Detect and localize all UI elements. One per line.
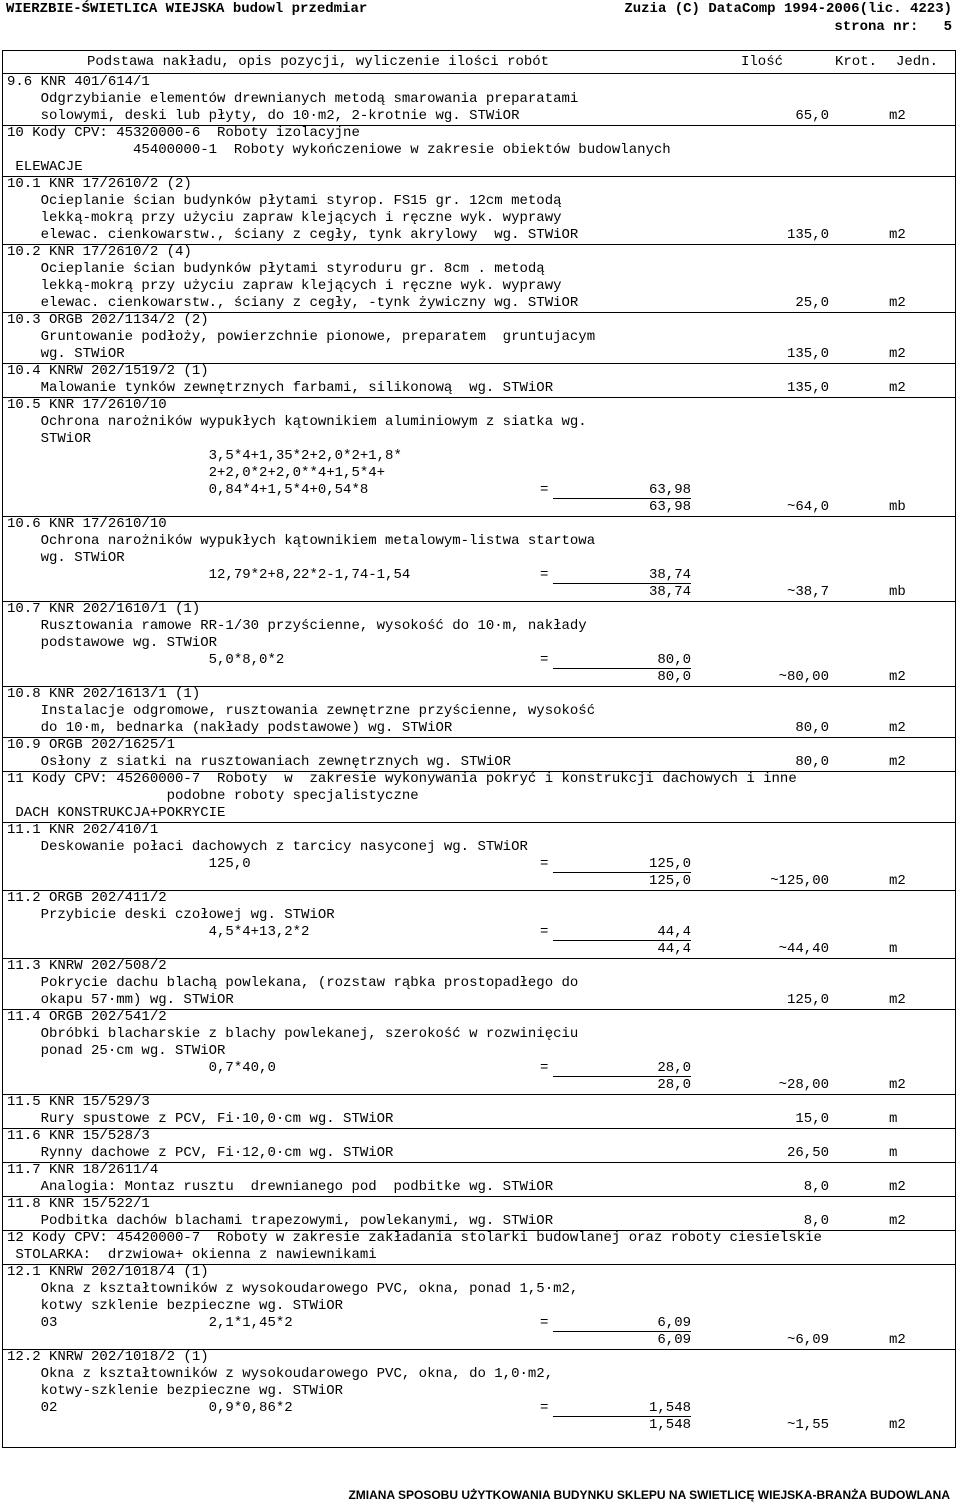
row-text: 11.7 KNR 18/2611/4	[7, 1162, 159, 1178]
row-text: 10.5 KNR 17/2610/10	[7, 397, 167, 413]
table-row	[3, 890, 955, 907]
quantity-value: ~44,40	[778, 941, 829, 957]
row-text: Rury spustowe z PCV, Fi·10,0·cm wg. STWiOR	[7, 1111, 394, 1127]
subtotal-value: 28,0	[657, 1077, 691, 1093]
table-row	[3, 159, 955, 177]
row-text: Przybicie deski czołowej wg. STWiOR	[7, 907, 335, 923]
table-row	[3, 1179, 955, 1197]
table-row	[3, 329, 955, 346]
table-row	[3, 1332, 955, 1350]
row-text: 11 Kody CPV: 45260000-7 Roboty w zakresie wykonywania pokryć i konstrukcji dachowych i inne	[7, 771, 797, 787]
subtotal-value: 125,0	[648, 873, 691, 889]
row-text: Malowanie tynków zewnętrznych farbami, silikonową wg. STWiOR	[7, 380, 554, 396]
row-text: Ocieplanie ścian budynków płytami styroduru gr. 8cm . metodą	[7, 261, 545, 277]
row-text: solowymi, deski lub płyty, do 10·m2, 2-krotnie wg. STWiOR	[7, 108, 520, 124]
table-row	[3, 1400, 955, 1417]
row-text: 12,79*2+8,22*2-1,74-1,54	[7, 567, 411, 583]
table-row	[3, 261, 955, 278]
row-text: Deskowanie połaci dachowych z tarcicy nasyconej wg. STWiOR	[7, 839, 528, 855]
program-info: Zuzia (C) DataComp 1994-2006(lic. 4223)	[624, 1, 952, 17]
table-row	[3, 1026, 955, 1043]
page-footer: ZMIANA SPOSOBU UŻYTKOWANIA BUDYNKU SKLEPU NA SWIETLICĘ WIEJSKA-BRANŻA BUDOWLANA	[348, 1488, 950, 1502]
row-text: Rusztowania ramowe RR-1/30 przyścienne, wysokość do 10·m, nakłady	[7, 618, 587, 634]
row-text: STWiOR	[7, 431, 92, 447]
table-row	[3, 567, 955, 584]
table-row	[3, 822, 955, 839]
subtotal-value: 63,98	[648, 482, 691, 498]
row-text: 9.6 KNR 401/614/1	[7, 74, 150, 90]
table-row	[3, 1009, 955, 1026]
table-body	[3, 74, 955, 1447]
table-row	[3, 907, 955, 924]
equals-sign: =	[540, 1315, 549, 1331]
table-row	[3, 839, 955, 856]
subtotal-value: 44,4	[657, 941, 691, 957]
table-row	[3, 244, 955, 261]
row-text: lekką-mokrą przy użyciu zapraw klejących i ręczne wyk. wyprawy	[7, 210, 562, 226]
page-header	[0, 0, 960, 44]
row-text: kotwy-szklenie bezpieczne wg. STWiOR	[7, 1383, 344, 1399]
table-row	[3, 108, 955, 126]
table-row	[3, 805, 955, 823]
table-row	[3, 1264, 955, 1281]
row-text: podobne roboty specjalistyczne	[7, 788, 419, 804]
row-text: ponad 25·cm wg. STWiOR	[7, 1043, 226, 1059]
row-text: podstawowe wg. STWiOR	[7, 635, 218, 651]
row-text: 10.6 KNR 17/2610/10	[7, 516, 167, 532]
table-row	[3, 142, 955, 159]
unit-value: mb	[889, 584, 906, 600]
row-text: 45400000-1 Roboty wykończeniowe w zakresie obiektów budowlanych	[7, 142, 671, 158]
table-row	[3, 176, 955, 193]
table-header	[3, 51, 955, 74]
row-text: elewac. cienkowarstw., ściany z cegły, tynk akrylowy wg. STWiOR	[7, 227, 579, 243]
row-text: lekką-mokrą przy użyciu zapraw klejących i ręczne wyk. wyprawy	[7, 278, 562, 294]
table-row	[3, 1247, 955, 1265]
table-row	[3, 431, 955, 448]
row-text: elewac. cienkowarstw., ściany z cegły, -tynk żywiczny wg. STWiOR	[7, 295, 579, 311]
row-text: wg. STWiOR	[7, 346, 125, 362]
unit-value: m	[889, 941, 898, 957]
equals-sign: =	[540, 924, 549, 940]
row-text: Gruntowanie podłoży, powierzchnie pionowe, preparatem gruntujacym	[7, 329, 596, 345]
unit-value: m2	[889, 1213, 906, 1229]
equals-sign: =	[540, 1060, 549, 1076]
row-text: 0,7*40,0	[7, 1060, 276, 1076]
page-number: strona nr: 5	[834, 19, 952, 35]
quantity-value: 80,0	[795, 754, 829, 770]
row-text: 10.3 ORGB 202/1134/2 (2)	[7, 312, 209, 328]
row-text: 12.2 KNRW 202/1018/2 (1)	[7, 1349, 209, 1365]
quantity-value: 26,50	[786, 1145, 829, 1161]
row-text: Pokrycie dachu blachą powlekana, (rozstaw rąbka prostopadłego do	[7, 975, 579, 991]
table-row	[3, 533, 955, 550]
table-row	[3, 669, 955, 687]
column-quantity: Ilość	[741, 54, 784, 70]
quantity-value: 8,0	[803, 1179, 829, 1195]
subtotal-value: 1,548	[648, 1417, 691, 1433]
table-row	[3, 295, 955, 313]
row-text: Obróbki blacharskie z blachy powlekanej, szerokość w rozwinięciu	[7, 1026, 579, 1042]
quantity-value: ~1,55	[786, 1417, 829, 1433]
table-row	[3, 465, 955, 482]
subtotal-value: 38,74	[648, 567, 691, 583]
row-text: 03 2,1*1,45*2	[7, 1315, 293, 1331]
row-text: 11.6 KNR 15/528/3	[7, 1128, 150, 1144]
table-row	[3, 499, 955, 517]
quantity-value: 25,0	[795, 295, 829, 311]
table-row	[3, 975, 955, 992]
row-text: 11.2 ORGB 202/411/2	[7, 890, 167, 906]
table-row	[3, 227, 955, 245]
table-row	[3, 992, 955, 1010]
table-row	[3, 584, 955, 602]
unit-value: m2	[889, 669, 906, 685]
row-text: Osłony z siatki na rusztowaniach zewnętrznych wg. STWiOR	[7, 754, 512, 770]
unit-value: m2	[889, 1332, 906, 1348]
quantity-value: 125,0	[786, 992, 829, 1008]
subtotal-value: 6,09	[657, 1332, 691, 1348]
row-text: 125,0	[7, 856, 251, 872]
row-text: 3,5*4+1,35*2+2,0*2+1,8*	[7, 448, 402, 464]
quantity-value: 80,0	[795, 720, 829, 736]
row-text: 10.1 KNR 17/2610/2 (2)	[7, 176, 192, 192]
row-text: 0,84*4+1,5*4+0,54*8	[7, 482, 369, 498]
table-row	[3, 414, 955, 431]
row-text: Podbitka dachów blachami trapezowymi, powlekanymi, wg. STWiOR	[7, 1213, 554, 1229]
row-text: Ocieplanie ścian budynków płytami styrop. FS15 gr. 12cm metodą	[7, 193, 562, 209]
row-text: do 10·m, bednarka (nakłady podstawowe) wg. STWiOR	[7, 720, 453, 736]
quantity-value: 65,0	[795, 108, 829, 124]
row-text: Instalacje odgromowe, rusztowania zewnętrzne przyścienne, wysokość	[7, 703, 596, 719]
table-row	[3, 1417, 955, 1434]
subtotal-value: 63,98	[648, 499, 691, 515]
table-row	[3, 1213, 955, 1231]
unit-value: m2	[889, 380, 906, 396]
table-row	[3, 601, 955, 618]
table-row	[3, 1111, 955, 1129]
unit-value: m2	[889, 295, 906, 311]
row-text: okapu 57·mm) wg. STWiOR	[7, 992, 234, 1008]
equals-sign: =	[540, 652, 549, 668]
unit-value: m2	[889, 720, 906, 736]
row-text: 11.8 KNR 15/522/1	[7, 1196, 150, 1212]
table-row	[3, 1128, 955, 1145]
table-row	[3, 448, 955, 465]
table-row	[3, 924, 955, 941]
subtotal-value: 28,0	[657, 1060, 691, 1076]
row-text: 10.7 KNR 202/1610/1 (1)	[7, 601, 201, 617]
row-text: 02 0,9*0,86*2	[7, 1400, 293, 1416]
table-row	[3, 346, 955, 364]
subtotal-value: 80,0	[657, 669, 691, 685]
row-text: 5,0*8,0*2	[7, 652, 285, 668]
row-text: Rynny dachowe z PCV, Fi·12,0·cm wg. STWiOR	[7, 1145, 394, 1161]
table-row	[3, 1230, 955, 1247]
column-krot: Krot.	[835, 54, 878, 70]
table-row	[3, 380, 955, 398]
equals-sign: =	[540, 856, 549, 872]
unit-value: mb	[889, 499, 906, 515]
table-row	[3, 618, 955, 635]
unit-value: m2	[889, 346, 906, 362]
row-text: 10.8 KNR 202/1613/1 (1)	[7, 686, 201, 702]
unit-value: m2	[889, 1417, 906, 1433]
column-description: Podstawa nakładu, opis pozycji, wyliczenie ilości robót	[87, 54, 550, 70]
equals-sign: =	[540, 1400, 549, 1416]
table-row	[3, 210, 955, 227]
table-row	[3, 958, 955, 975]
table-row	[3, 635, 955, 652]
row-text: 10.9 ORGB 202/1625/1	[7, 737, 176, 753]
row-text: 11.4 ORGB 202/541/2	[7, 1009, 167, 1025]
quantity-value: 15,0	[795, 1111, 829, 1127]
table-row	[3, 1043, 955, 1060]
table-row	[3, 1349, 955, 1366]
unit-value: m2	[889, 873, 906, 889]
table-row	[3, 941, 955, 959]
unit-value: m2	[889, 1077, 906, 1093]
row-text: STOLARKA: drzwiowa+ okienna z nawiewnikami	[7, 1247, 377, 1263]
subtotal-value: 6,09	[657, 1315, 691, 1331]
table-row	[3, 1281, 955, 1298]
row-text: ELEWACJE	[7, 159, 83, 175]
table-row	[3, 1196, 955, 1213]
row-text: 4,5*4+13,2*2	[7, 924, 310, 940]
subtotal-value: 38,74	[648, 584, 691, 600]
quantity-value: ~80,00	[778, 669, 829, 685]
table-row	[3, 1366, 955, 1383]
row-text: 11.1 KNR 202/410/1	[7, 822, 159, 838]
row-text: 12 Kody CPV: 45420000-7 Roboty w zakresie zakładania stolarki budowlanej oraz roboty ciesielskie	[7, 1230, 822, 1246]
table-row	[3, 1094, 955, 1111]
row-text: kotwy szklenie bezpieczne wg. STWiOR	[7, 1298, 344, 1314]
subtotal-value: 125,0	[648, 856, 691, 872]
table-row	[3, 1060, 955, 1077]
table-row	[3, 856, 955, 873]
row-text: Ochrona narożników wypukłych kątownikiem aluminiowym z siatka wg.	[7, 414, 587, 430]
subtotal-value: 1,548	[648, 1400, 691, 1416]
table-row	[3, 1162, 955, 1179]
quantity-value: 135,0	[786, 346, 829, 362]
table-row	[3, 193, 955, 210]
equals-sign: =	[540, 567, 549, 583]
subtotal-value: 80,0	[657, 652, 691, 668]
row-text: 2+2,0*2+2,0**4+1,5*4+	[7, 465, 386, 481]
quantity-value: ~6,09	[786, 1332, 829, 1348]
table-row	[3, 363, 955, 380]
table-row	[3, 91, 955, 108]
table-row	[3, 1315, 955, 1332]
table-row	[3, 720, 955, 738]
document-title: WIERZBIE-ŚWIETLICA WIEJSKA budowl przedmiar	[6, 1, 368, 17]
row-text: 11.3 KNRW 202/508/2	[7, 958, 167, 974]
row-text: 12.1 KNRW 202/1018/4 (1)	[7, 1264, 209, 1280]
unit-value: m2	[889, 108, 906, 124]
row-text: Okna z kształtowników z wysokoudarowego PVC, okna, do 1,0·m2,	[7, 1366, 554, 1382]
unit-value: m2	[889, 1179, 906, 1195]
unit-value: m2	[889, 227, 906, 243]
table-row	[3, 737, 955, 754]
table-row	[3, 686, 955, 703]
row-text: Odgrzybianie elementów drewnianych metodą smarowania preparatami	[7, 91, 579, 107]
row-text: 10.4 KNRW 202/1519/2 (1)	[7, 363, 209, 379]
row-text: Ochrona narożników wypukłych kątownikiem metalowym-listwa startowa	[7, 533, 596, 549]
table-row	[3, 482, 955, 499]
table-row	[3, 516, 955, 533]
row-text: 11.5 KNR 15/529/3	[7, 1094, 150, 1110]
table-row	[3, 1383, 955, 1400]
unit-value: m	[889, 1145, 898, 1161]
quantity-value: ~64,0	[786, 499, 829, 515]
row-text: wg. STWiOR	[7, 550, 125, 566]
table-row	[3, 550, 955, 567]
table-row	[3, 703, 955, 720]
table-row	[3, 312, 955, 329]
table-row	[3, 771, 955, 788]
row-text: DACH KONSTRUKCJA+POKRYCIE	[7, 805, 226, 821]
table-row	[3, 125, 955, 142]
quantity-value: 8,0	[803, 1213, 829, 1229]
row-text: Analogia: Montaz rusztu drewnianego pod podbitke wg. STWiOR	[7, 1179, 554, 1195]
table-row	[3, 74, 955, 91]
row-text: 10 Kody CPV: 45320000-6 Roboty izolacyjne	[7, 125, 360, 141]
table-row	[3, 873, 955, 891]
unit-value: m	[889, 1111, 898, 1127]
quantity-value: ~125,00	[770, 873, 829, 889]
table-row	[3, 788, 955, 805]
estimate-table	[2, 50, 956, 1448]
table-row	[3, 1298, 955, 1315]
unit-value: m2	[889, 992, 906, 1008]
unit-value: m2	[889, 754, 906, 770]
table-row	[3, 754, 955, 772]
equals-sign: =	[540, 482, 549, 498]
table-row	[3, 1145, 955, 1163]
table-row	[3, 1077, 955, 1095]
table-row	[3, 652, 955, 669]
row-text: 10.2 KNR 17/2610/2 (4)	[7, 244, 192, 260]
column-unit: Jedn.	[896, 54, 939, 70]
quantity-value: ~28,00	[778, 1077, 829, 1093]
subtotal-value: 44,4	[657, 924, 691, 940]
table-row	[3, 278, 955, 295]
row-text: Okna z kształtowników z wysokoudarowego PVC, okna, ponad 1,5·m2,	[7, 1281, 579, 1297]
quantity-value: ~38,7	[786, 584, 829, 600]
table-row	[3, 397, 955, 414]
quantity-value: 135,0	[786, 227, 829, 243]
quantity-value: 135,0	[786, 380, 829, 396]
